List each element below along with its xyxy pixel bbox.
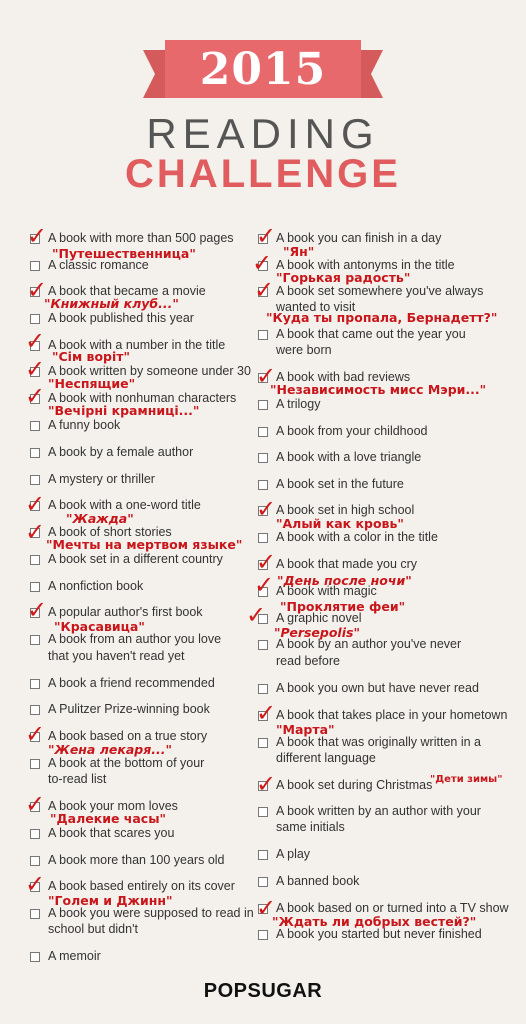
checkbox[interactable] (258, 930, 268, 940)
checkbox[interactable] (30, 261, 40, 271)
handwritten-note: "Алый как кровь" (276, 516, 404, 531)
checkbox[interactable] (258, 807, 268, 817)
checkbox[interactable] (30, 314, 40, 324)
handwritten-note: "Проклятие феи" (280, 599, 406, 614)
handwritten-note: "Сім воріт" (52, 349, 131, 364)
checkbox[interactable] (258, 850, 268, 860)
handwritten-note: "Жажда" (66, 511, 134, 526)
handwritten-note: "Persepolis" (274, 625, 360, 640)
red-check-icon: ✓ (246, 601, 267, 629)
checkbox[interactable] (30, 475, 40, 485)
checkbox[interactable] (30, 909, 40, 919)
checkbox[interactable] (30, 582, 40, 592)
red-check-icon: ✓ (256, 770, 277, 798)
red-check-icon: ✓ (254, 276, 275, 304)
title-challenge: CHALLENGE (125, 152, 401, 196)
checkbox[interactable] (258, 533, 268, 543)
handwritten-note: "Ждать ли добрых вестей?" (272, 914, 477, 929)
checkbox[interactable] (30, 705, 40, 715)
checkbox[interactable] (30, 679, 40, 689)
handwritten-note: "Независимость мисс Мэри..." (270, 382, 487, 397)
checkbox[interactable] (258, 330, 268, 340)
checkbox[interactable] (258, 684, 268, 694)
red-check-icon: ✓ (25, 382, 46, 410)
red-check-icon: ✓ (27, 222, 48, 250)
checkbox[interactable] (30, 421, 40, 431)
handwritten-note: "Горькая радость" (276, 270, 411, 285)
checkbox[interactable] (30, 555, 40, 565)
checkbox[interactable] (30, 448, 40, 458)
red-check-icon: ✓ (256, 222, 277, 250)
handwritten-note: "Жена лекаря..." (48, 742, 172, 757)
handwritten-note: "Неспящие" (48, 376, 136, 391)
red-check-icon: ✓ (25, 790, 46, 818)
red-check-icon: ✓ (25, 355, 46, 383)
checkbox[interactable] (30, 856, 40, 866)
checkbox[interactable] (30, 759, 40, 769)
handwritten-note: "Марта" (276, 722, 335, 737)
handwritten-note: "Вечірні крамниці..." (48, 403, 200, 418)
checkbox[interactable] (258, 400, 268, 410)
handwritten-note: "Путешественница" (52, 246, 196, 261)
year-banner (165, 40, 361, 98)
handwritten-note: "Голем и Джинн" (48, 893, 173, 908)
checkbox[interactable] (258, 427, 268, 437)
banner-ribbon-left (143, 50, 165, 98)
red-check-icon: ✓ (27, 276, 48, 304)
handwritten-note: "Книжный клуб..." (44, 296, 179, 311)
checkbox[interactable] (258, 480, 268, 490)
red-check-icon: ✓ (256, 495, 277, 523)
red-check-icon: ✓ (256, 894, 277, 922)
red-check-icon: ✓ (25, 490, 46, 518)
red-check-icon: ✓ (25, 518, 46, 546)
red-check-icon: ✓ (25, 327, 46, 355)
red-check-icon: ✓ (252, 249, 273, 277)
year-label: 2015 (199, 44, 327, 95)
checkbox[interactable] (258, 453, 268, 463)
handwritten-note: "Ян" (283, 244, 315, 259)
title-reading: READING (146, 110, 380, 157)
checkbox[interactable] (30, 952, 40, 962)
checkbox[interactable] (258, 640, 268, 650)
checkbox[interactable] (258, 877, 268, 887)
handwritten-note: "Куда ты пропала, Бернадетт?" (266, 310, 498, 325)
red-check-icon: ✓ (256, 362, 277, 390)
red-check-icon: ✓ (25, 870, 46, 898)
banner-ribbon-right (361, 50, 383, 98)
red-check-icon: ✓ (256, 548, 277, 576)
handwritten-note: "Дети зимы" (430, 774, 503, 785)
handwritten-note: "Мечты на мертвом языке" (46, 537, 243, 552)
checkbox[interactable] (30, 635, 40, 645)
red-check-icon: ✓ (25, 720, 46, 748)
checkbox[interactable] (30, 829, 40, 839)
popsugar-logo: POPSUGAR (203, 980, 323, 1002)
handwritten-note: "День после ночи" (277, 573, 412, 588)
red-check-icon: ✓ (256, 699, 277, 727)
red-check-icon: ✓ (254, 571, 275, 599)
red-check-icon: ✓ (27, 596, 48, 624)
checkbox[interactable] (258, 738, 268, 748)
handwritten-note: "Далекие часы" (50, 811, 167, 826)
handwritten-note: "Красавица" (54, 619, 145, 634)
